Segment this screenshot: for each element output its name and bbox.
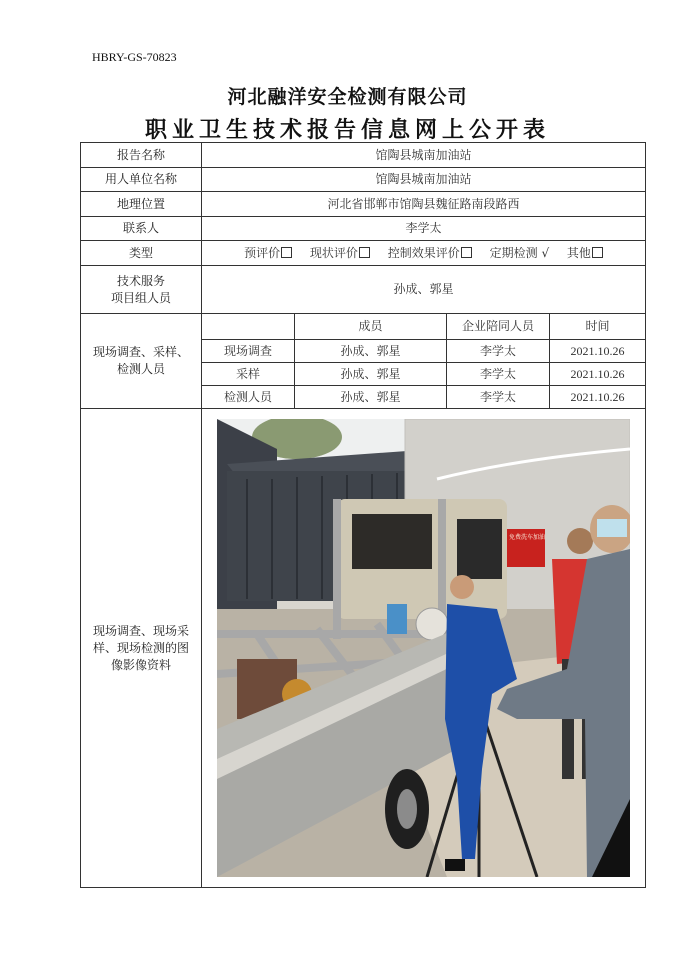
type-option-pre-evaluation: 预评价 <box>244 246 292 260</box>
survey-escort: 李学太 <box>447 340 550 363</box>
survey-escort: 李学太 <box>447 363 550 386</box>
report-name-value: 馆陶县城南加油站 <box>202 143 646 168</box>
contact-label: 联系人 <box>81 217 202 241</box>
type-label: 类型 <box>81 241 202 266</box>
team-label: 技术服务 项目组人员 <box>81 266 202 314</box>
type-option-control-evaluation: 控制效果评价 <box>388 246 472 260</box>
employer-value: 馆陶县城南加油站 <box>202 168 646 192</box>
page-title: 职业卫生技术报告信息网上公开表 <box>144 117 550 143</box>
survey-header-escort: 企业陪同人员 <box>447 314 550 340</box>
row-contact <box>81 217 646 241</box>
company-name: 河北融洋安全检测有限公司 <box>227 86 468 108</box>
type-option-periodic-testing: 定期检测 √ <box>489 245 550 260</box>
survey-item: 采样 <box>202 363 295 386</box>
checkbox-icon <box>461 247 472 258</box>
survey-date: 2021.10.26 <box>550 363 646 386</box>
checkmark-icon: √ <box>541 245 550 260</box>
report-name-label: 报告名称 <box>81 143 202 168</box>
survey-date: 2021.10.26 <box>550 340 646 363</box>
row-type <box>81 241 646 266</box>
survey-members: 孙成、郭星 <box>295 340 447 363</box>
type-options <box>202 241 646 266</box>
survey-members: 孙成、郭星 <box>295 363 447 386</box>
document-code: HBRY-GS-70823 <box>92 50 177 64</box>
banner-text: 免费洗车加油 <box>509 534 546 541</box>
type-option-status-evaluation: 现状评价 <box>310 246 370 260</box>
row-team <box>81 266 646 314</box>
contact-value: 李学太 <box>202 217 646 241</box>
checkbox-icon <box>281 247 292 258</box>
survey-members: 孙成、郭星 <box>295 386 447 409</box>
survey-item: 现场调查 <box>202 340 295 363</box>
location-value: 河北省邯郸市馆陶县魏征路南段路西 <box>202 192 646 217</box>
row-report-name <box>81 143 646 168</box>
checkbox-icon <box>359 247 370 258</box>
survey-item: 检测人员 <box>202 386 295 409</box>
survey-header-row <box>81 314 646 340</box>
survey-date: 2021.10.26 <box>550 386 646 409</box>
checkbox-icon <box>592 247 603 258</box>
images-cell <box>202 409 646 888</box>
images-label: 现场调查、现场采 样、现场检测的图 像影像资料 <box>81 409 202 888</box>
survey-label: 现场调查、采样、 检测人员 <box>81 314 202 409</box>
survey-header-time: 时间 <box>550 314 646 340</box>
row-location <box>81 192 646 217</box>
team-value: 孙成、郭星 <box>202 266 646 314</box>
site-photo <box>217 419 630 877</box>
disclosure-table <box>80 142 646 888</box>
survey-escort: 李学太 <box>447 386 550 409</box>
survey-header-item <box>202 314 295 340</box>
type-option-other: 其他 <box>567 246 603 260</box>
row-employer <box>81 168 646 192</box>
location-label: 地理位置 <box>81 192 202 217</box>
row-images <box>81 409 646 888</box>
survey-header-members: 成员 <box>295 314 447 340</box>
employer-label: 用人单位名称 <box>81 168 202 192</box>
